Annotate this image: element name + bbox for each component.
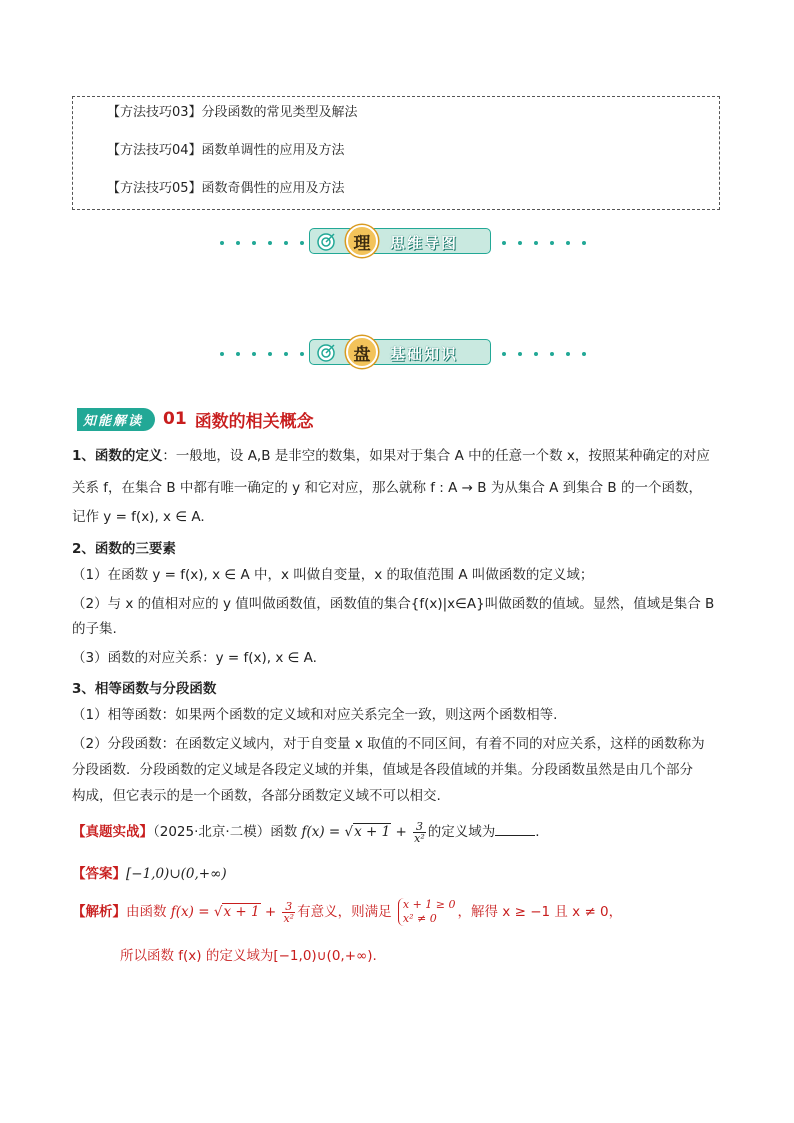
analysis-num: 3 [282, 901, 295, 913]
p1-line3: 记作 y = f(x), x ∈ A. [72, 509, 205, 525]
analysis-a1: 由函数 [126, 904, 167, 920]
p3-head: 3、相等函数与分段函数 [72, 681, 217, 697]
exam-sqrt: x + 1 [354, 824, 391, 840]
dots-left [220, 241, 304, 245]
section-heading [77, 408, 314, 430]
analysis-sqrt: x + 1 [223, 904, 260, 920]
exam-tail: 的定义域为 [427, 824, 496, 840]
p2-line4: （3）函数的对应关系：y = f(x), x ∈ A. [72, 650, 317, 666]
p2-head: 2、函数的三要素 [72, 541, 176, 557]
p1-head: 1、函数的定义 [72, 448, 163, 464]
seal-icon: 盘 [346, 336, 378, 368]
dots-right [502, 241, 586, 245]
banner-title: 思维导图 [390, 234, 459, 252]
analysis-den: x² [283, 911, 295, 925]
toc-item[interactable]: 【方法技巧05】函数奇偶性的应用及方法 [107, 181, 345, 196]
target-icon [316, 232, 336, 252]
seal-icon: 理 [346, 225, 378, 257]
condition-1: x + 1 ≥ 0 [402, 898, 456, 911]
basics-banner [212, 337, 587, 367]
condition-2: x² ≠ 0 [402, 912, 437, 925]
analysis-plus: + [260, 904, 281, 920]
analysis-label: 【解析】 [72, 904, 126, 920]
answer-line [72, 862, 227, 882]
answer-text: [−1,0)∪(0,+∞) [126, 866, 227, 882]
analysis-a3: ，解得 x ≥ −1 且 x ≠ 0， [457, 904, 623, 920]
exam-source: （2025·北京·二模）函数 [153, 824, 298, 840]
exam-den: x² [414, 831, 425, 845]
dots-right [502, 352, 586, 356]
answer-label: 【答案】 [72, 866, 126, 882]
p1-line1 [72, 444, 710, 464]
toc-box [72, 96, 720, 210]
banner-title: 基础知识 [390, 345, 459, 363]
section-tag: 知能解读 [77, 408, 155, 431]
exam-label: 【真题实战】 [72, 824, 153, 840]
condition-system [398, 898, 456, 926]
target-icon [316, 343, 336, 363]
analysis-a2: 有意义，则满足 [297, 904, 392, 920]
banner-pill [309, 228, 491, 254]
p3-line1: （1）相等函数：如果两个函数的定义域和对应关系完全一致，则这两个函数相等. [72, 707, 558, 723]
analysis-f: f(x) = [170, 904, 214, 920]
toc-item[interactable]: 【方法技巧04】函数单调性的应用及方法 [107, 143, 345, 158]
dots-left [220, 352, 304, 356]
p2-line2: （2）与 x 的值相对应的 y 值叫做函数值，函数值的集合{f(x)|x∈A}叫做函数的值域。显然，值域是集合 B [72, 596, 715, 612]
p1-text: ：一般地，设 A,B 是非空的数集，如果对于集合 A 中的任意一个数 x，按照某种确定的对应 [162, 448, 710, 464]
toc-item[interactable]: 【方法技巧03】分段函数的常见类型及解法 [107, 105, 358, 120]
analysis-line1: 【解析】由函数 f(x) = √x + 1 + $\frac{3}{\text{x²}}$ 有意义，则满足 x + 1 ≥ 0 x² ≠ 0 ，解得 x ≥ −1 且 x ≠ 0， [72, 898, 623, 925]
answer-blank [495, 823, 535, 836]
exam-fraction [413, 821, 426, 844]
analysis-line2: 所以函数 f(x) 的定义域为[−1,0)∪(0,+∞). [120, 948, 377, 964]
exam-end: . [535, 824, 540, 840]
p2-line1: （1）在函数 y = f(x), x ∈ A 中，x 叫做自变量，x 的取值范围 A 叫做函数的定义域； [72, 567, 594, 583]
p1-line2: 关系 f，在集合 B 中都有唯一确定的 y 和它对应，那么就称 f : A → B 为从集合 A 到集合 B 的一个函数， [72, 480, 702, 496]
p3-line4: 构成，但它表示的是一个函数，各部分函数定义域不可以相交. [72, 788, 441, 804]
p3-line2: （2）分段函数：在函数定义域内，对于自变量 x 取值的不同区间，有着不同的对应关系，这样的函数称为 [72, 736, 705, 752]
p3-line3: 分段函数．分段函数的定义域是各段定义域的并集，值域是各段值域的并集。分段函数虽然是由几个部分 [72, 762, 693, 778]
exam-num: 3 [413, 821, 426, 833]
exam-line: 【真题实战】（2025·北京·二模）函数 f(x) = √x + 1 + $\frac{3}{\text{x²}}$ 的定义域为 . [72, 819, 540, 845]
banner-pill [309, 339, 491, 365]
exam-plus: + [391, 824, 412, 840]
analysis-fraction [282, 901, 295, 924]
section-title: 函数的相关概念 [194, 411, 314, 432]
section-number: 01 [163, 409, 187, 429]
p2-line3: 的子集. [72, 621, 117, 637]
mindmap-banner [212, 226, 587, 256]
exam-f: f(x) = [301, 824, 345, 840]
